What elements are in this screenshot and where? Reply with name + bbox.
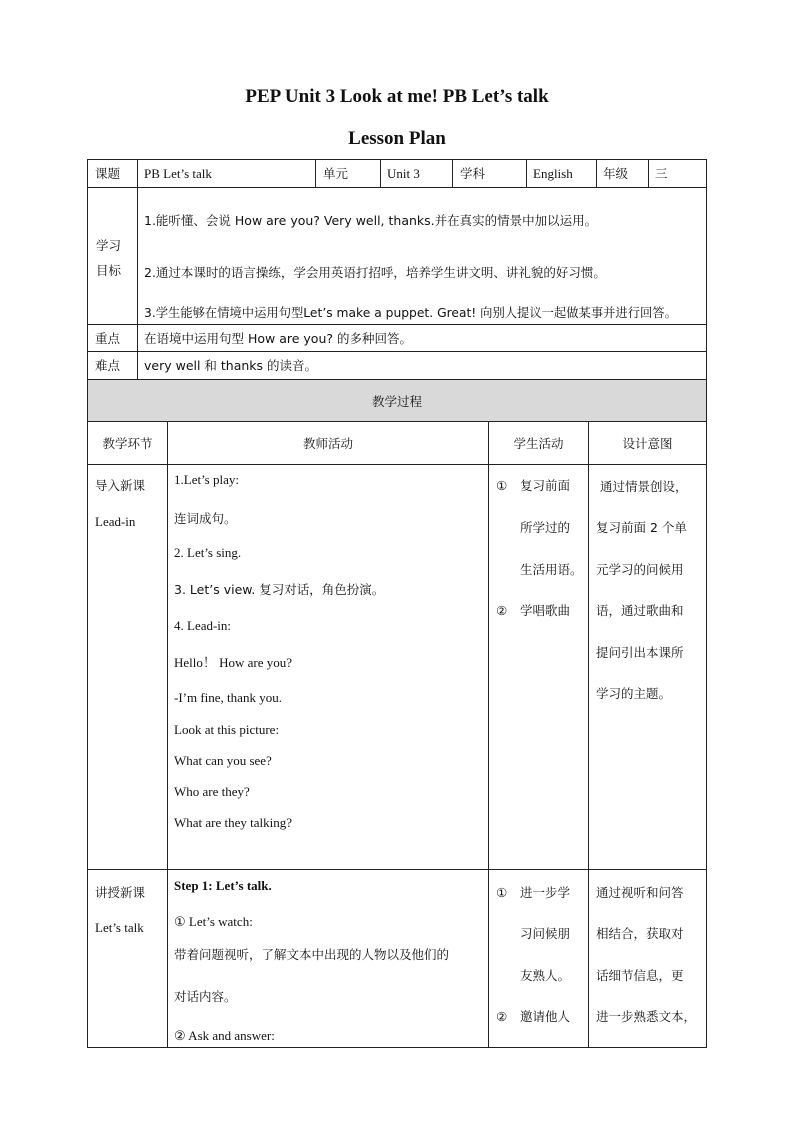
difficulty-value: very well 和 thanks 的读音。: [144, 358, 318, 373]
stage-name: 讲授新课: [95, 885, 146, 900]
key-point-value: 在语境中运用句型 How are you? 的多种回答。: [144, 331, 412, 346]
column-header-student: 学生活动: [513, 436, 564, 451]
grade-label: 年级: [603, 166, 629, 181]
design-intent-line: 进一步熟悉文本，: [596, 1009, 697, 1024]
teacher-activity-line: ② Ask and answer:: [174, 1028, 275, 1043]
objective-item: 1.能听懂、会说 How are you? Very well, thanks.并在真实的情景中加以运用。: [144, 213, 598, 228]
design-intent-line: 语，通过歌曲和: [596, 603, 684, 618]
student-activity-line: 邀请他人: [520, 1009, 571, 1024]
teacher-activity-line: What can you see?: [174, 753, 272, 768]
subject-value: English: [533, 166, 573, 181]
info-divider: [452, 159, 453, 187]
table-rule-difficulty-bottom: [87, 379, 707, 380]
stage-name: 导入新课: [95, 478, 146, 493]
student-activity-marker: ②: [496, 1009, 508, 1024]
design-intent-line: 提问引出本课所: [596, 645, 684, 660]
table-rule-keypoint-bottom: [87, 351, 707, 352]
topic-value: PB Let’s talk: [144, 166, 212, 181]
student-activity-line: 生活用语。: [520, 562, 583, 577]
difficulty-label: 难点: [95, 358, 121, 373]
grade-value: 三: [655, 166, 668, 181]
info-divider: [137, 159, 138, 379]
subject-label: 学科: [460, 166, 486, 181]
info-divider: [648, 159, 649, 187]
table-rule-info-bottom: [87, 187, 707, 188]
student-activity-marker: ①: [496, 885, 508, 900]
process-divider: [167, 421, 168, 1048]
teacher-activity-line: 连词成句。: [174, 511, 237, 526]
design-intent-line: 通过视听和问答: [596, 885, 684, 900]
objectives-label: 目标: [96, 263, 122, 278]
student-activity-line: 学唱歌曲: [520, 603, 571, 618]
info-divider: [315, 159, 316, 187]
student-activity-marker: ②: [496, 603, 508, 618]
process-divider: [488, 421, 489, 1048]
key-point-label: 重点: [95, 331, 121, 346]
teacher-activity-line: ① Let’s watch:: [174, 914, 253, 929]
info-divider: [380, 159, 381, 187]
teacher-activity-line: Who are they?: [174, 784, 250, 799]
unit-label: 单元: [323, 166, 349, 181]
document-title: PEP Unit 3 Look at me! PB Let’s talk: [245, 86, 549, 107]
column-header-design: 设计意图: [622, 436, 673, 451]
table-border-left: [87, 159, 88, 1048]
teacher-activity-line: 4. Lead-in:: [174, 618, 232, 633]
teacher-activity-line: 3. Let’s view. 复习对话，角色扮演。: [174, 582, 385, 597]
teacher-activity-line: 对话内容。: [174, 989, 237, 1004]
teacher-activity-line: Look at this picture:: [174, 722, 280, 737]
design-intent-line: 元学习的问候用: [596, 562, 684, 577]
student-activity-line: 友熟人。: [520, 968, 571, 983]
column-header-stage: 教学环节: [102, 436, 153, 451]
table-border-top: [87, 159, 707, 160]
teacher-activity-line: 2. Let’s sing.: [174, 545, 242, 560]
document-subtitle: Lesson Plan: [348, 128, 446, 149]
table-rule-leadin-bottom: [87, 869, 707, 870]
teacher-activity-line: What are they talking?: [174, 815, 293, 830]
teacher-activity-line: 带着问题视听，了解文本中出现的人物以及他们的: [174, 947, 450, 962]
topic-label: 课题: [95, 166, 121, 181]
objective-item: 2.通过本课时的语言操练，学会用英语打招呼，培养学生讲文明、讲礼貌的好习惯。: [144, 265, 606, 280]
stage-name-en: Let’s talk: [95, 920, 144, 935]
process-divider: [588, 421, 589, 1048]
process-header: 教学过程: [371, 394, 422, 409]
table-rule-process-bottom: [87, 421, 707, 422]
teacher-activity-line: Hello！ How are you?: [174, 655, 293, 670]
info-divider: [596, 159, 597, 187]
design-intent-line: 复习前面 2 个单: [596, 520, 687, 535]
design-intent-line: 话细节信息，更: [596, 968, 684, 983]
info-divider: [526, 159, 527, 187]
teacher-activity-line: 1.Let’s play:: [174, 472, 239, 487]
design-intent-line: 学习的主题。: [596, 686, 672, 701]
objectives-label: 学习: [96, 238, 122, 253]
student-activity-line: 习问候朋: [520, 926, 571, 941]
unit-value: Unit 3: [387, 166, 420, 181]
table-border-bottom: [87, 1047, 707, 1048]
stage-name-en: Lead-in: [95, 514, 136, 529]
design-intent-line: 相结合，获取对: [596, 926, 684, 941]
table-rule-objectives-bottom: [87, 324, 707, 325]
objective-item: 3.学生能够在情境中运用句型Let’s make a puppet. Great! 向别人提议一起做某事并进行回答。: [144, 306, 677, 320]
student-activity-line: 复习前面: [520, 478, 571, 493]
table-rule-columns-bottom: [87, 464, 707, 465]
student-activity-line: 所学过的: [520, 520, 571, 535]
student-activity-line: 进一步学: [520, 885, 571, 900]
teacher-activity-line: -I’m fine, thank you.: [174, 690, 282, 705]
design-intent-line: 通过情景创设，: [600, 479, 688, 494]
table-border-right: [706, 159, 707, 1048]
student-activity-marker: ①: [496, 478, 508, 493]
teacher-activity-line: Step 1: Let’s talk.: [174, 878, 272, 893]
column-header-teacher: 教师活动: [302, 436, 353, 451]
